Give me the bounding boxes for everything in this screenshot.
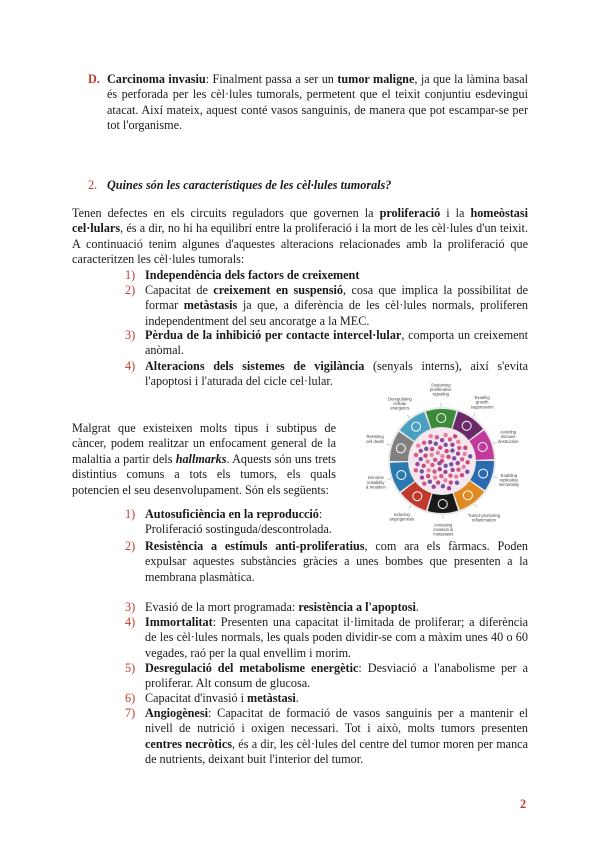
tumor-cell bbox=[448, 474, 452, 478]
tumor-cell bbox=[422, 441, 426, 445]
tumor-cell bbox=[436, 480, 440, 484]
connector-line bbox=[409, 505, 411, 508]
hallmark-bold: Angiogènesi bbox=[145, 706, 208, 720]
section-d-text-2: , ja que la làmina basal és perforada per les cèl·lules tumorals, permetent que el teixit conjuntiu esdevingui atacat. Així mateix, aquest conté vasos sanguinis, de manera que pot escampar-se per tot l'organisme. bbox=[107, 72, 528, 133]
tumor-cell bbox=[449, 480, 453, 484]
tumor-cell bbox=[438, 445, 442, 449]
tumor-cell bbox=[456, 440, 460, 444]
tumor-cell bbox=[428, 480, 432, 484]
hallmark-label: Genome instability & mutation bbox=[365, 475, 386, 490]
hallmark-text: : Presenten una capacitat il·limitada de proliferar; a diferència de les cèl·lules normals, les quals poden dividir-se com a màxim unes 40 o 60 vegades, raó per la qual envellim i morim. bbox=[145, 615, 528, 660]
hallmark-label: Activating invasion & metastasis bbox=[433, 522, 454, 537]
alteration-text: , cosa que implica la possibilitat de formar bbox=[145, 283, 528, 313]
list-number: 6) bbox=[125, 691, 136, 705]
tumor-cell bbox=[452, 456, 456, 460]
hallmark-label: Enabling replicative immortality bbox=[498, 472, 520, 488]
alteration-text: ja que, a diferència de les cèl·lules normals, proliferen independentment del seu ancoratge a la MEC. bbox=[145, 298, 528, 328]
hallmark-bold: resistència a l'apoptosi bbox=[298, 600, 416, 614]
tumor-cell bbox=[456, 467, 460, 471]
alteration-bold: Alteracions dels sistemes de vigilància bbox=[145, 359, 365, 373]
hallmark-text: : bbox=[318, 507, 323, 521]
tumor-cell bbox=[428, 440, 432, 444]
connector-line bbox=[407, 415, 409, 418]
list-number: 4) bbox=[125, 615, 136, 629]
tumor-cell bbox=[454, 474, 458, 478]
tumor-cell bbox=[426, 459, 430, 463]
alteration-bold: creixement en suspensió bbox=[213, 283, 344, 297]
section-d-letter: D. bbox=[88, 72, 100, 86]
hallmark-bold: Immortalitat bbox=[145, 615, 213, 629]
tumor-cell bbox=[415, 462, 419, 466]
hallmark-text: . bbox=[295, 691, 299, 705]
hallmark-label: Inducing angiogenesis bbox=[389, 512, 415, 522]
tumor-cell bbox=[447, 486, 451, 490]
hallmarks-of-cancer-diagram bbox=[343, 382, 541, 537]
intro-text-1: Tenen defectes en els circuits reguladors que governen la bbox=[72, 206, 380, 220]
list-number: 1) bbox=[125, 507, 136, 521]
tumor-cell bbox=[446, 455, 450, 459]
hallmark-label: Tumor-promoting inflammation bbox=[468, 512, 501, 523]
connector-line bbox=[493, 442, 497, 443]
connector-line bbox=[494, 477, 498, 478]
tumor-cell bbox=[430, 463, 434, 467]
intro-bold-1: proliferació bbox=[379, 206, 441, 220]
tumor-cell bbox=[440, 438, 444, 442]
hallmark-label: Evading growth suppressors bbox=[470, 395, 494, 410]
hallmark-bold: Autosuficiència en la reproducció bbox=[145, 507, 319, 521]
list-number: 7) bbox=[125, 706, 136, 720]
tumor-cell bbox=[450, 448, 454, 452]
hallmark-bold: centres necròtics bbox=[145, 736, 232, 751]
hallmarks-intro-text-1: Malgrat que existeixen molts tipus i subtipus de càncer, podem realitzar un enfocament general de la malaltia a partir dels bbox=[72, 421, 336, 466]
list-number: 2) bbox=[125, 283, 136, 297]
tumor-cell bbox=[423, 454, 427, 458]
hallmark-text: : Desviació a l'anabolisme per a proliferar. Alt consum de glucosa. bbox=[145, 661, 528, 691]
alteration-bold: Independència dels factors de creixement bbox=[145, 268, 360, 282]
tumor-cell bbox=[443, 470, 447, 474]
tumor-cell bbox=[432, 469, 436, 473]
tumor-cell bbox=[460, 457, 464, 461]
list-number: 4) bbox=[125, 359, 136, 373]
tumor-cell bbox=[453, 434, 457, 438]
connector-line bbox=[387, 444, 391, 445]
tumor-cell bbox=[435, 435, 439, 439]
tumor-cell bbox=[429, 453, 433, 457]
intro-paragraph bbox=[72, 206, 528, 268]
tumor-cell bbox=[424, 447, 428, 451]
alteration-bold: Pèrdua de la inhibició per contacte intercel·lular bbox=[145, 328, 402, 342]
tumor-cell bbox=[461, 465, 465, 469]
list-number: 5) bbox=[125, 661, 136, 675]
alteration-text: Capacitat de bbox=[145, 283, 214, 297]
intro-text-2: i la bbox=[440, 206, 471, 220]
tumor-cell bbox=[460, 473, 464, 477]
intro-text-3: , és a dir, no hi ha equilibri entre la proliferació i la mort de les cèl·lules d'un teixit. A continuació tenim algunes d'aquestes alteracions relacionades amb la proliferació que caracteritzen les cèl·lules tumorals: bbox=[72, 221, 528, 267]
hallmark-text: , és a dir, les cèl·lules del centre del tumor moren per manca de nutrients, deixant buit l'interior del tumor. bbox=[145, 736, 528, 767]
connector-line bbox=[474, 504, 476, 507]
tumor-cell bbox=[433, 475, 437, 479]
question-number: 2. bbox=[88, 178, 98, 192]
tumor-cell bbox=[441, 484, 445, 488]
tumor-cell bbox=[419, 449, 423, 453]
tumor-cell bbox=[414, 468, 418, 472]
tumor-cell bbox=[428, 434, 432, 438]
tumor-cell bbox=[450, 468, 454, 472]
hallmark-bold: Desregulació del metabolisme energètic bbox=[145, 661, 359, 675]
tumor-cell bbox=[443, 478, 447, 482]
tumor-cell bbox=[426, 468, 430, 472]
tumor-cell bbox=[439, 474, 443, 478]
hallmarks-intro-bold: hallmarks bbox=[175, 451, 227, 466]
tumor-cell bbox=[434, 442, 438, 446]
section-d-term: Carcinoma invasiu bbox=[107, 72, 206, 86]
tumor-cell bbox=[422, 481, 426, 485]
hallmarks-intro bbox=[72, 421, 336, 498]
tumor-cell bbox=[443, 464, 447, 468]
tumor-cell bbox=[465, 470, 469, 474]
tumor-cell bbox=[463, 452, 467, 456]
hallmark-text: Capacitat d'invasió i bbox=[145, 691, 248, 705]
list-number: 1) bbox=[125, 268, 136, 282]
tumor-cell bbox=[456, 461, 460, 465]
tumor-cell bbox=[420, 475, 424, 479]
list-number: 3) bbox=[125, 328, 136, 342]
hallmark-text: . bbox=[415, 600, 419, 614]
tumor-cell bbox=[457, 446, 461, 450]
hallmark-bold: metàstasi bbox=[247, 691, 296, 705]
page-number: 2 bbox=[520, 797, 527, 811]
hallmark-label: Deregulating cellular energetics bbox=[387, 396, 412, 411]
alteration-text: (senyals interns), així s'evita l'apoptosi i l'aturada del cicle cel·lular. bbox=[145, 359, 528, 389]
hallmark-bold: Resistència a estímuls anti-proliferatius bbox=[145, 539, 365, 553]
tumor-cell bbox=[426, 474, 430, 478]
tumor-cell bbox=[465, 460, 469, 464]
tumor-cell bbox=[433, 458, 437, 462]
question-text: Quines són les característiques de les cèl·lules tumorals? bbox=[107, 178, 392, 192]
hallmark-label: Avoiding immune destruction bbox=[497, 429, 519, 444]
hallmark-text: Evasió de la mort programada: bbox=[145, 600, 299, 614]
alteration-text: , comporta un creixement anòmal. bbox=[145, 328, 528, 358]
tumor-cell bbox=[444, 449, 448, 453]
tumor-cell bbox=[430, 447, 434, 451]
hallmarks-intro-text-2: . Aquests són uns trets distintius comuns a tots els tumors, els quals potencien el seu desenvolupament. Són els següents: bbox=[72, 451, 336, 497]
tumor-cell bbox=[436, 451, 440, 455]
hallmark-label: Sustaining proliferative signaling bbox=[429, 382, 452, 397]
connector-line bbox=[387, 479, 391, 480]
tumor-cell bbox=[449, 462, 453, 466]
tumor-cell bbox=[437, 461, 441, 465]
tumor-cell bbox=[448, 437, 452, 441]
tumor-cell bbox=[438, 467, 442, 471]
tumor-cell bbox=[421, 464, 425, 468]
connector-line bbox=[473, 413, 475, 416]
tumor-cell bbox=[455, 481, 459, 485]
hallmarks-wheel-figure bbox=[343, 382, 541, 537]
section-d-bold: tumor maligne bbox=[337, 72, 415, 86]
tumor-cell bbox=[456, 451, 460, 455]
tumor-cell bbox=[450, 443, 454, 447]
intro-bold-2: homeòstasi cel·lulars bbox=[72, 206, 528, 236]
tumor-cell bbox=[431, 485, 435, 489]
question-heading bbox=[88, 178, 528, 193]
list-number: 3) bbox=[125, 600, 136, 614]
hallmark-text: Proliferació sostinguda/descontrolada. bbox=[145, 522, 332, 537]
alteration-bold: metàstasis bbox=[183, 298, 238, 313]
list-number: 2) bbox=[125, 539, 136, 553]
hallmark-text: , com ara els fàrmacs. Poden expulsar aquestes substàncies gràcies a unes bombes que presenten a la membrana plasmàtica. bbox=[145, 539, 528, 584]
tumor-cell bbox=[414, 453, 418, 457]
tumor-cell bbox=[420, 469, 424, 473]
hallmark-label: Resisting cell death bbox=[366, 434, 385, 444]
tumor-cell bbox=[419, 457, 423, 461]
hallmark-text: : Capacitat de formació de vasos sanguinis per a mantenir el nivell de nutrició i oxigen necessari. Tot i això, molts tumors presenten bbox=[145, 706, 528, 736]
tumor-cell bbox=[443, 443, 447, 447]
tumor-cell bbox=[416, 443, 420, 447]
tumor-cell bbox=[440, 454, 444, 458]
tumor-cell bbox=[443, 433, 447, 437]
tumor-cell bbox=[463, 446, 467, 450]
tumor-cell bbox=[468, 454, 472, 458]
section-d-text: : Finalment passa a ser un bbox=[205, 72, 338, 86]
